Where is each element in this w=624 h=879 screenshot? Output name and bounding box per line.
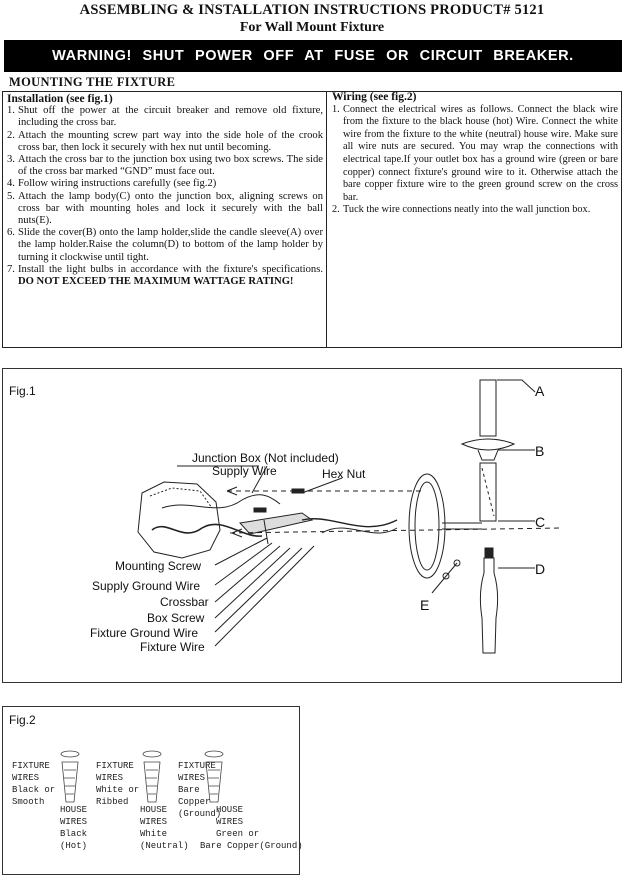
- step-text: Slide the cover(B) onto the lamp holder,slide the candle sleeve(A) over the lamp holder.Raise the column(D) to bottom of the lamp holder by turning it clockwise until tight.: [18, 227, 323, 263]
- label-line: HOUSE: [60, 805, 88, 815]
- callout-fixture-ground-wire: Fixture Ground Wire: [90, 626, 199, 640]
- cover-b: [462, 439, 514, 450]
- label-line: (Neutral): [140, 841, 189, 851]
- label-line: (Ground): [178, 809, 222, 819]
- label-line: Bare: [178, 785, 200, 795]
- step-text: Attach the lamp body(C) onto the junction box, aligning screws on cross bar with mounting holes and lock it securely with the ball nuts(E).: [18, 190, 323, 227]
- figure-1-illustration: [2, 368, 622, 683]
- candle-sleeve-a: [480, 380, 496, 436]
- figure-2-label: Fig.2: [9, 713, 36, 727]
- step-text: Attach the cross bar to the junction box using two box screws. The side of the cross bar marked “GND” must face out.: [18, 154, 323, 178]
- label-line: WIRES: [140, 817, 168, 827]
- fixture-wires-label-1: [12, 760, 55, 808]
- installation-step: [7, 154, 323, 178]
- warning-banner: WARNING! SHUT POWER OFF AT FUSE OR CIRCUIT BREAKER.: [4, 40, 622, 72]
- house-wires-label-1: [60, 804, 87, 852]
- installation-step: [7, 105, 323, 129]
- callout-crossbar: Crossbar: [160, 595, 209, 609]
- installation-steps: [7, 105, 323, 288]
- step-number: 4.: [7, 178, 15, 190]
- column-d: [480, 558, 497, 653]
- step-text: Connect the electrical wires as follows. Connect the black wire from the fixture to the black house (hot) Wire. Connect the white wire from the fixture to the white (neutral) house wire. Make sure all wire nuts are secured. You may wrap the connections with electrical tape.If your outlet box has a ground wire (green or bare copper) connect fixture's ground wire to it. Otherwise attach the bare copper fixture wire to the green ground screw on the cross bar.: [343, 103, 618, 203]
- callout-e: E: [420, 597, 430, 613]
- callout-d: D: [535, 561, 546, 577]
- installation-step: [7, 178, 323, 190]
- label-line: HOUSE: [216, 805, 244, 815]
- wire-nut-shape: [62, 762, 78, 802]
- figure-1-label: Fig.1: [9, 384, 36, 398]
- step-number: 6.: [7, 227, 15, 239]
- installation-step: [7, 227, 323, 264]
- label-line: FIXTURE: [178, 761, 216, 771]
- callout-mounting-screw: Mounting Screw: [115, 559, 202, 573]
- label-line: WIRES: [216, 817, 244, 827]
- step-number: 2.: [7, 129, 15, 141]
- step-number: 5.: [7, 190, 15, 202]
- section-heading: MOUNTING THE FIXTURE: [9, 75, 176, 89]
- step-text: Tuck the wire connections neatly into the wall junction box.: [343, 204, 591, 216]
- label-line: WIRES: [12, 773, 40, 783]
- callout-junction-box: Junction Box (Not included): [192, 451, 339, 465]
- wattage-warning: DO NOT EXCEED THE MAXIMUM WATTAGE RATING!: [18, 276, 294, 288]
- label-line: FIXTURE: [12, 761, 50, 771]
- step-number: 7.: [7, 263, 15, 275]
- wire-nut-shape: [144, 762, 160, 802]
- step-number: 2.: [332, 204, 340, 216]
- wiring-step: [332, 204, 618, 217]
- installation-step: [7, 130, 323, 154]
- label-line: Black: [60, 829, 88, 839]
- column-divider: [326, 91, 327, 348]
- wiring-step: [332, 104, 618, 205]
- callout-fixture-wire: Fixture Wire: [140, 640, 205, 654]
- label-line: HOUSE: [140, 805, 168, 815]
- document-title: ASSEMBLING & INSTALLATION INSTRUCTIONS PRODUCT# 5121: [79, 2, 545, 18]
- label-line: Green or: [216, 829, 260, 839]
- label-line: White or: [96, 785, 140, 795]
- label-line: Black or: [12, 785, 56, 795]
- callout-hex-nut: Hex Nut: [322, 467, 366, 481]
- label-line: Smooth: [12, 797, 45, 807]
- callout-supply-ground-wire: Supply Ground Wire: [92, 579, 201, 593]
- label-line: FIXTURE: [96, 761, 134, 771]
- step-number: 1.: [332, 103, 340, 115]
- supply-wire-curve: [162, 495, 280, 508]
- house-wires-label-3: [200, 804, 303, 852]
- installation-step: [7, 264, 323, 288]
- label-line: Copper: [178, 797, 211, 807]
- installation-title: Installation (see fig.1): [7, 93, 113, 105]
- label-line: WIRES: [60, 817, 88, 827]
- callout-box-screw: Box Screw: [147, 611, 205, 625]
- step-text: Follow wiring instructions carefully (see fig.2): [18, 178, 217, 190]
- junction-box-shape: [138, 482, 220, 558]
- callout-c: C: [535, 514, 546, 530]
- label-line: WIRES: [96, 773, 124, 783]
- callout-supply-wire: Supply Wire: [212, 464, 277, 478]
- label-line: WIRES: [178, 773, 206, 783]
- label-line: White: [140, 829, 168, 839]
- label-line: Ribbed: [96, 797, 129, 807]
- step-number: 1.: [7, 105, 15, 117]
- step-text: Install the light bulbs in accordance with the fixture's specifications.: [18, 263, 323, 275]
- crossbar-shape: [240, 513, 312, 534]
- fixture-wires-label-2: [96, 760, 139, 808]
- step-number: 3.: [7, 154, 15, 166]
- wiring-title: Wiring (see fig.2): [332, 91, 417, 103]
- document-subtitle: For Wall Mount Fixture: [239, 20, 385, 35]
- label-line: (Hot): [60, 841, 88, 851]
- installation-column: [7, 93, 323, 288]
- backplate-ring: [409, 474, 445, 578]
- step-text: Shut off the power at the circuit breaker and remove old fixture, including the cross bar.: [18, 105, 323, 129]
- wiring-steps: [332, 104, 618, 217]
- installation-step: [7, 191, 323, 228]
- wiring-column: [332, 91, 618, 217]
- label-line: Bare Copper(Ground): [200, 841, 303, 851]
- callout-b: B: [535, 443, 545, 459]
- callout-a: A: [535, 383, 545, 399]
- step-text: Attach the mounting screw part way into the side hole of the crook cross bar, then lock it securely with hex nut until becoming.: [18, 129, 323, 153]
